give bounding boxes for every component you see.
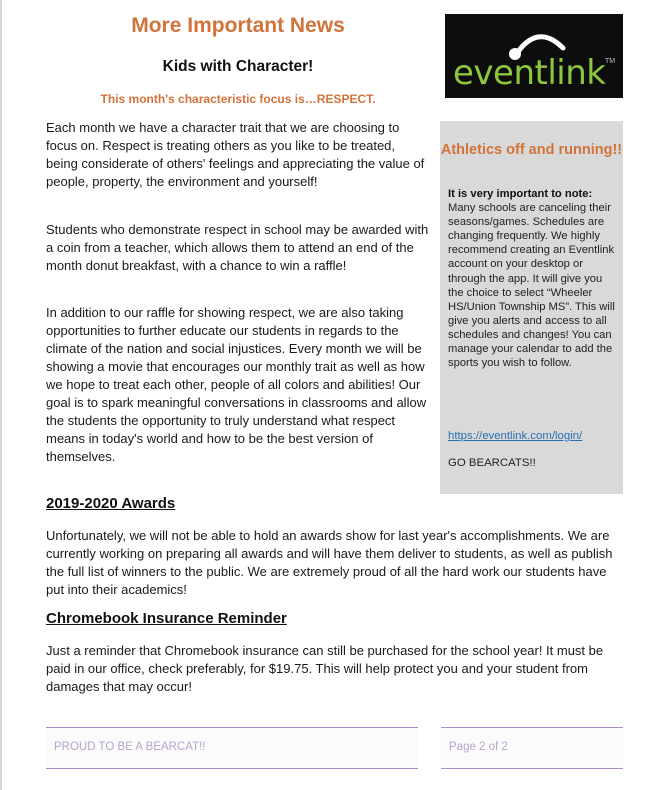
sidebar-note-text: Many schools are canceling their seasons/games. Schedules are changing frequently. We highly recommend creating an Eventlink account on your desktop or through the app. It will give you the choice to select “Wheeler HS/Union Township MS”. This will give you alerts and access to all schedules and changes! You can manage your calendar to add the sports you wish to follow. [448,202,615,370]
awards-heading: 2019-2020 Awards [46,495,176,512]
eventlink-login-link[interactable]: https://eventlink.com/login/ [448,430,583,442]
athletics-sidebar [440,121,623,494]
footer-right-box [441,727,623,769]
page-number: Page 2 of 2 [449,741,508,753]
sidebar-note-label: It is very important to note: [448,188,593,200]
respect-paragraph-2: Students who demonstrate respect in school may be awarded with a coin from a teacher, which allows them to attend an end of the month donut breakfast, with a chance to win a raffle! [46,222,429,273]
logo-trademark: TM [605,58,616,65]
eventlink-logo [445,14,623,98]
section-subtitle: Kids with Character! [162,58,314,75]
footer-left-box [46,727,418,769]
respect-paragraph-3: In addition to our raffle for showing respect, we are also taking opportunities to further educate our students in regards to the climate of the nation and social injustices. Every month we will be showing a movie that encourages our monthly trait as well as how we hope to treat each other, people of all colors and abilities! Our goal is to spark meaningful conversations in classrooms and allow the students the opportunity to truly understand what respect means in today's world and how to be the best version of themselves. [46,305,427,464]
footer-slogan: PROUD TO BE A BEARCAT!! [54,741,206,753]
sidebar-title: Athletics off and running!! [440,142,623,158]
page-edge [0,0,2,790]
focus-line: This month's characteristic focus is…RESPECT. [100,92,376,106]
page-title: More Important News [131,14,345,37]
chromebook-heading: Chromebook Insurance Reminder [46,610,287,627]
chromebook-paragraph: Just a reminder that Chromebook insurance can still be purchased for the school year! It must be paid in our office, check preferably, for $19.75. This will help protect you and your student from damages that may occur! [46,643,604,694]
sidebar-closing: GO BEARCATS!! [448,457,536,469]
respect-paragraph-1: Each month we have a character trait that we are choosing to focus on. Respect is treating others as you like to be treated, being considerate of others' feelings and appreciating the value of people, property, the environment and yourself! [46,120,425,189]
sidebar-body [448,187,618,370]
logo-wordmark: eventlink [453,53,606,93]
awards-paragraph: Unfortunately, we will not be able to hold an awards show for last year's accomplishments. We are currently working on preparing all awards and will have them deliver to students, as well as publish the full list of winners to the public. We are extremely proud of all the hard work our students have put into their academics! [46,528,613,597]
